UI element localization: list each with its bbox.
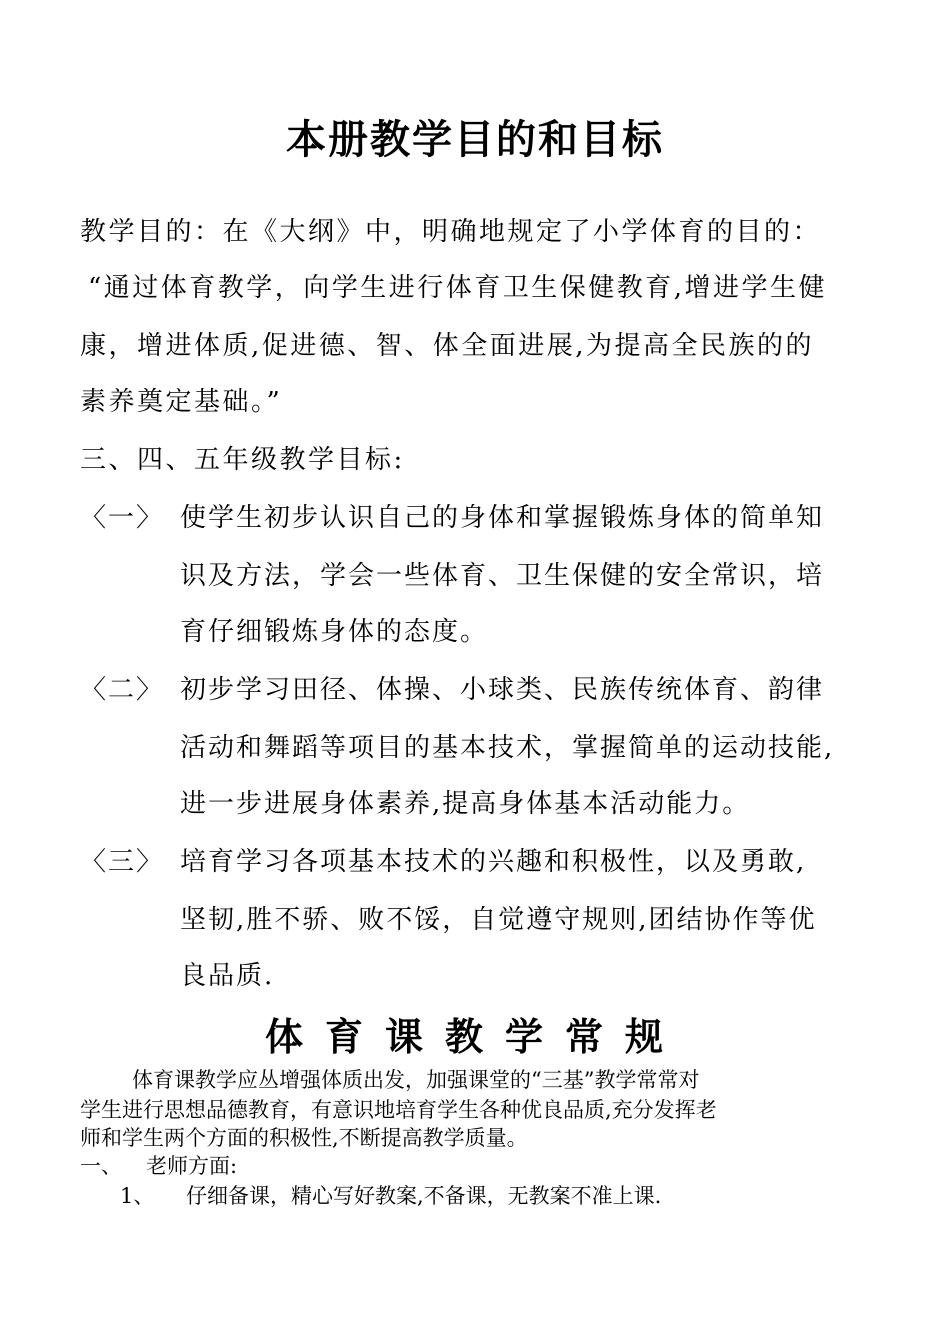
purpose-line: 教学目的：在《大纲》中，明确地规定了小学体育的目的：	[80, 217, 822, 247]
goal-line: 使学生初步认识自己的身体和掌握锻炼身体的简单知	[180, 503, 825, 533]
goal-label: 〈三〉	[80, 847, 165, 877]
teacher-heading-number: 一、	[80, 1154, 122, 1178]
goal-label: 〈二〉	[80, 675, 165, 705]
goal-line: 初步学习田径、体操、小球类、民族传统体育、韵律	[180, 675, 825, 705]
goal-line: 识及方法，学会一些体育、卫生保健的安全常识，培	[180, 561, 825, 591]
teacher-item-number: 1、	[120, 1184, 155, 1208]
section-title: 体育课教学常规	[264, 1014, 685, 1059]
purpose-line: 素养奠定基础。”	[80, 387, 283, 417]
section-paragraph-line: 师和学生两个方面的积极性,不断提高教学质量。	[80, 1126, 528, 1150]
goals-heading: 三、四、五年级教学目标:	[80, 445, 405, 475]
purpose-line: 康，增进体质,促进德、智、体全面进展,为提高全民族的的	[80, 331, 815, 361]
goal-line: 培育学习各项基本技术的兴趣和积极性，以及勇敢,	[180, 847, 807, 877]
teacher-heading: 老师方面:	[146, 1154, 238, 1178]
goal-line: 育仔细锻炼身体的态度。	[180, 617, 489, 647]
page-title: 本册教学目的和目标	[286, 116, 664, 163]
goal-line: 良品质.	[180, 961, 275, 991]
purpose-line: “通过体育教学，向学生进行体育卫生保健教育,增进学生健	[88, 273, 828, 303]
section-paragraph-line: 体育课教学应丛增强体质出发，加强课堂的“三基”教学常常对	[132, 1068, 700, 1092]
goal-label: 〈一〉	[80, 503, 165, 533]
goal-line: 活动和舞蹈等项目的基本技术，掌握简单的运动技能,	[180, 733, 835, 763]
section-paragraph-line: 学生进行思想品德教育，有意识地培育学生各种优良品质,充分发挥老	[80, 1098, 717, 1122]
teacher-item: 仔细备课，精心写好教案,不备课，无教案不准上课.	[186, 1184, 662, 1208]
goal-line: 坚韧,胜不骄、败不馁，自觉遵守规则,团结协作等优	[180, 905, 817, 935]
goal-line: 进一步进展身体素养,提高身体基本活动能力。	[180, 789, 751, 819]
